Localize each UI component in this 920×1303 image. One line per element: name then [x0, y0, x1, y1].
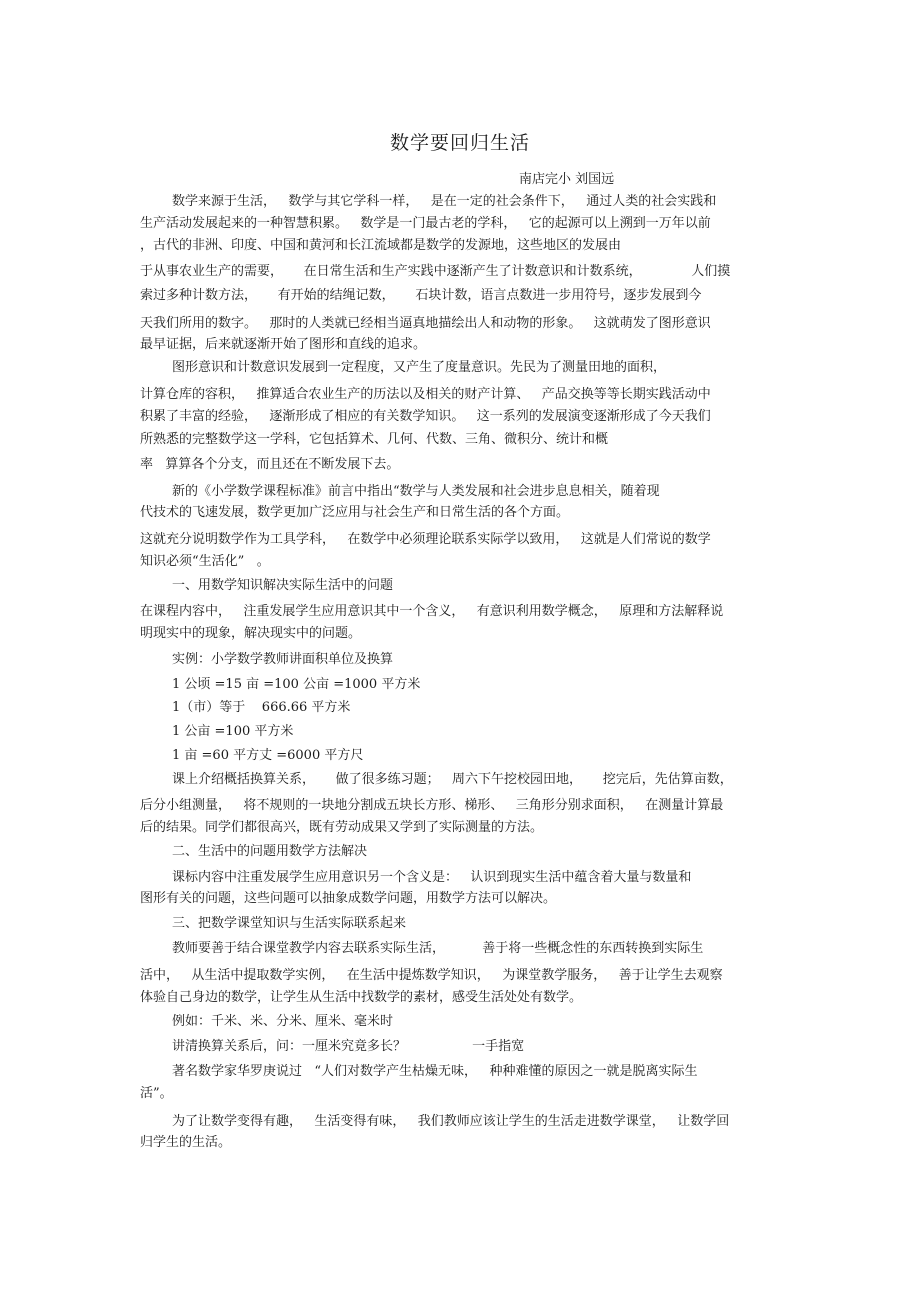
conversion-line: 1 亩 =60 平方丈 =6000 平方尺	[172, 748, 364, 763]
body-line: 数学来源于生活， 数学与其它学科一样， 是在一定的社会条件下， 通过人类的社会实践和	[172, 194, 717, 209]
author-line: 南店完小 刘国远	[519, 172, 615, 187]
section-heading: 一、用数学知识解决实际生活中的问题	[172, 578, 394, 593]
body-line: 索过多种计数方法， 有开始的结绳记数， 石块计数，语言点数进一步用符号，逐步发展到今	[140, 288, 702, 303]
body-line: 图形意识和计数意识发展到一定程度，又产生了度量意识。先民为了测量田地的面积，	[172, 360, 667, 375]
body-line: ，古代的非洲、印度、中国和黄河和长江流域都是数学的发源地，这些地区的发展由	[140, 238, 622, 253]
body-line: 活”。	[140, 1086, 173, 1101]
body-line: 著名数学家华罗庚说过 “人们对数学产生枯燥无味， 种种难懂的原因之一就是脱离实际生	[172, 1064, 698, 1079]
body-line: 天我们所用的数字。 那时的人类就已经相当逼真地描绘出人和动物的形象。 这就萌发了图形意识	[140, 316, 711, 331]
body-line: 代技术的飞速发展，数学更加广泛应用与社会生产和日常生活的各个方面。	[140, 505, 570, 520]
conversion-line: 1 公亩 =100 平方米	[172, 724, 294, 739]
body-line: 例如：千米、米、分米、厘米、毫米时	[172, 1014, 394, 1029]
body-line: 计算仓库的容积， 推算适合农业生产的历法以及相关的财产计算、 产品交换等等长期实践活动中	[140, 387, 711, 402]
body-line: 这就充分说明数学作为工具学科， 在数学中必须理论联系实际学以致用， 这就是人们常说的数学	[140, 532, 711, 547]
body-line: 于从事农业生产的需要， 在日常生活和生产实践中逐渐产生了计数意识和计数系统， 人们摸	[140, 264, 731, 279]
body-line: 讲清换算关系后，问：一厘米究竟多长？ 一手指宽	[172, 1039, 525, 1054]
document-title: 数学要回归生活	[389, 132, 530, 154]
body-line: 图形有关的问题，这些问题可以抽象成数学问题，用数学方法可以解决。	[140, 891, 557, 906]
body-line: 课标内容中注重发展学生应用意识另一个含义是： 认识到现实生活中蕴含着大量与数量和	[172, 870, 692, 885]
section-heading: 三、把数学课堂知识与生活实际联系起来	[172, 916, 407, 931]
body-line: 知识必须“生活化” 。	[140, 554, 270, 569]
body-line: 新的《小学数学课程标准》前言中指出“数学与人类发展和社会进步息息相关，随着现	[172, 484, 660, 499]
body-line: 归学生的生活。	[140, 1135, 232, 1150]
section-heading: 二、生活中的问题用数学方法解决	[172, 844, 368, 859]
body-line: 后分小组测量， 将不规则的一块地分割成五块长方形、梯形、 三角形分别求面积， 在测量计算最	[140, 798, 724, 813]
body-line: 在课程内容中， 注重发展学生应用意识其中一个含义， 有意识利用数学概念， 原理和方法解释说	[140, 604, 724, 619]
body-line: 率 算算各个分支，而且还在不断发展下去。	[140, 457, 400, 472]
body-line: 后的结果。同学们都很高兴，既有劳动成果又学到了实际测量的方法。	[140, 820, 544, 835]
body-line: 教师要善于结合课堂教学内容去联系实际生活， 善于将一些概念性的东西转换到实际生	[172, 941, 704, 956]
conversion-line: 1（市）等于 666.66 平方米	[172, 700, 351, 715]
body-line: 为了让数学变得有趣， 生活变得有味， 我们教师应该让学生的生活走进数学课堂， 让数学回	[172, 1114, 730, 1129]
body-line: 所熟悉的完整数学这一学科，它包括算术、几何、代数、三角、微积分、统计和概	[140, 432, 609, 447]
body-line: 体验自己身边的数学，让学生从生活中找数学的素材，感受生活处处有数学。	[140, 990, 583, 1005]
body-line: 活中， 从生活中提取数学实例， 在生活中提炼数学知识， 为课堂教学服务， 善于让学生去观察	[140, 968, 723, 983]
body-line: 生产活动发展起来的一种智慧积累。 数学是一门最古老的学科， 它的起源可以上溯到一万年以前	[140, 216, 711, 231]
conversion-line: 1 公顷 =15 亩 =100 公亩 =1000 平方米	[172, 677, 421, 692]
body-line: 积累了丰富的经验， 逐渐形成了相应的有关数学知识。 这一系列的发展演变逐渐形成了今天我们	[140, 409, 711, 424]
body-line: 明现实中的现象，解决现实中的问题。	[140, 626, 362, 641]
body-line: 实例：小学数学教师讲面积单位及换算	[172, 652, 394, 667]
body-line: 课上介绍概括换算关系， 做了很多练习题； 周六下午挖校园田地， 挖完后，先估算亩数，	[172, 772, 733, 787]
body-line: 最早证据，后来就逐渐开始了图形和直线的追求。	[140, 337, 427, 352]
